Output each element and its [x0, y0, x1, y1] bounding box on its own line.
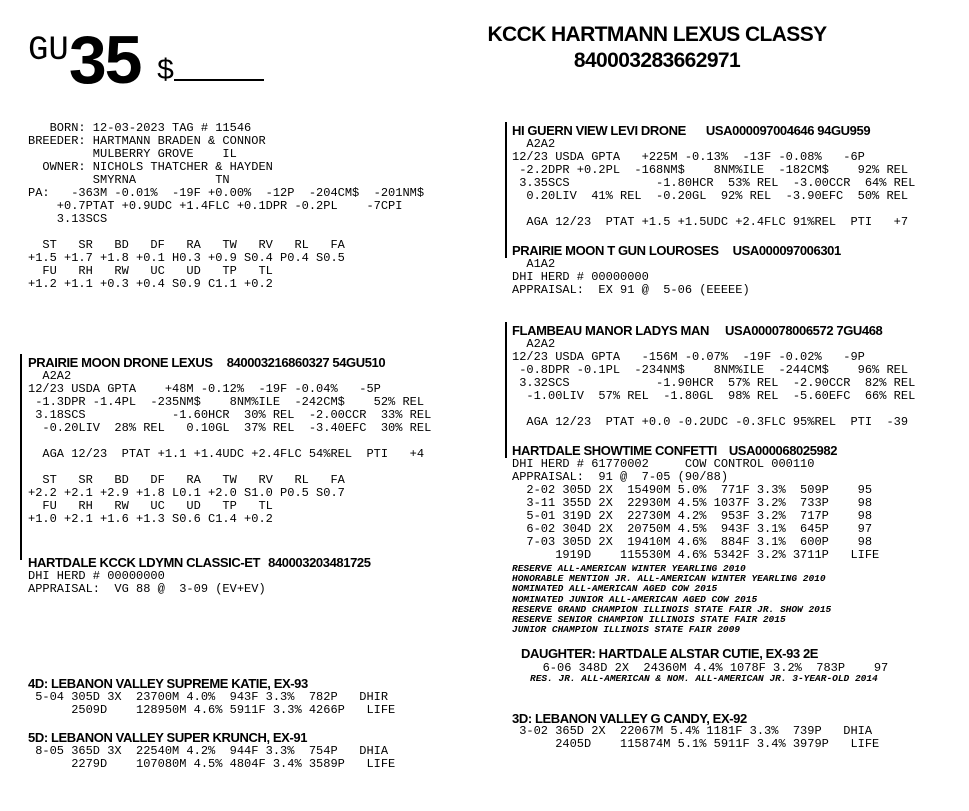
sire-dam-details — [512, 258, 750, 297]
third-dam-records — [512, 725, 879, 751]
dam-details — [28, 370, 431, 526]
fourth-dam-records — [28, 691, 395, 717]
sire-dam-heading — [512, 243, 841, 258]
dam-sire-details — [512, 338, 915, 429]
daughter-record: 6-06 348D 2X 24360M 4.4% 1078F 3.2% 783P 97 — [521, 661, 889, 675]
fifth-dam-records — [28, 745, 395, 771]
text-line: 3-11 355D 2X 22930M 4.5% 1037F 3.2% 733P 98 — [512, 496, 873, 510]
sire-dam-name: PRAIRIE MOON T GUN LOUROSES — [512, 243, 719, 258]
text-line: APPRAISAL: 91 @ 7-05 (90/88) — [512, 470, 729, 484]
granddam-name: HARTDALE SHOWTIME CONFETTI — [512, 443, 717, 458]
dam-dam-name: HARTDALE KCCK LDYMN CLASSIC-ET — [28, 555, 261, 570]
text-line: 2279D 107080M 4.5% 4804F 3.4% 3589P LIFE — [28, 757, 396, 771]
text-line: ST SR BD DF RA TW RV RL FA — [28, 238, 345, 252]
text-line: 3.13SCS — [28, 212, 108, 226]
text-line: DHI HERD # 61770002 COW CONTROL 000110 — [512, 457, 815, 471]
text-line: 8-05 365D 3X 22540M 4.2% 944F 3.3% 754P DHIA — [28, 744, 389, 758]
text-line: +1.0 +2.1 +1.6 +1.3 S0.6 C1.4 +0.2 — [28, 512, 273, 526]
dam-dam-heading — [28, 555, 371, 570]
dam-dam-details — [28, 570, 266, 596]
text-line: DHI HERD # 00000000 — [512, 270, 649, 284]
text-line: 12/23 USDA GPTA +48M -0.12% -19F -0.04% -5P — [28, 382, 381, 396]
text-line: 7-03 305D 2X 19410M 4.6% 884F 3.1% 600P 98 — [512, 535, 873, 549]
text-line: 3.18SCS -1.60HCR 30% REL -2.00CCR 33% REL — [28, 408, 432, 422]
text-line: NOMINATED ALL-AMERICAN AGED COW 2015 — [512, 583, 718, 595]
daughter-name: DAUGHTER: HARTDALE ALSTAR CUTIE, EX-93 2E — [521, 646, 819, 661]
granddam-records — [512, 458, 879, 562]
text-line: +2.2 +2.1 +2.9 +1.8 L0.1 +2.0 S1.0 P0.5 S0.7 — [28, 486, 345, 500]
dam-sire-heading — [512, 323, 882, 338]
text-line: AGA 12/23 PTAT +1.1 +1.4UDC +2.4FLC 54%REL PTI +4 — [28, 447, 425, 461]
text-line: A2A2 — [512, 137, 556, 151]
animal-name: KCCK HARTMANN LEXUS CLASSY — [487, 23, 827, 46]
dam-sire-bracket — [505, 322, 507, 458]
text-line: A2A2 — [512, 337, 556, 351]
text-line: ST SR BD DF RA TW RV RL FA — [28, 473, 345, 487]
text-line: 2509D 128950M 4.6% 5911F 3.3% 4266P LIFE — [28, 703, 396, 717]
text-line: -1.00LIV 57% REL -1.80GL 98% REL -5.60EFC 66% REL — [512, 389, 916, 403]
dam-registration: 840003216860327 54GU510 — [226, 355, 386, 370]
text-line: A1A2 — [512, 257, 556, 271]
third-dam-name: 3D: LEBANON VALLEY G CANDY, EX-92 — [512, 711, 747, 726]
text-line: JUNIOR CHAMPION ILLINOIS STATE FAIR 2009 — [512, 624, 741, 636]
sire-bracket — [505, 122, 507, 258]
lot-number-value: 35 — [68, 22, 141, 98]
text-line: FU RH RW UC UD TP TL — [28, 264, 273, 278]
granddam-heading — [512, 443, 837, 458]
text-line: 1919D 115530M 4.6% 5342F 3.2% 3711P LIFE — [512, 548, 880, 562]
dam-bracket — [20, 354, 22, 560]
text-line: 0.20LIV 41% REL -0.20GL 92% REL -3.90EFC 50% REL — [512, 189, 909, 203]
text-line: BREEDER: HARTMANN BRADEN & CONNOR — [28, 134, 266, 148]
text-line: +1.2 +1.1 +0.3 +0.4 S0.9 C1.1 +0.2 — [28, 277, 273, 291]
text-line: 3.35SCS -1.80HCR 53% REL -3.00CCR 64% REL — [512, 176, 916, 190]
text-line: OWNER: NICHOLS THATCHER & HAYDEN — [28, 160, 273, 174]
text-line: PA: -363M -0.01% -19F +0.00% -12P -204CM$ -201NM$ — [28, 186, 425, 200]
fifth-dam-name: 5D: LEBANON VALLEY SUPER KRUNCH, EX-91 — [28, 730, 308, 745]
sire-dam-registration: USA000097006301 — [732, 243, 841, 258]
dam-sire-name: FLAMBEAU MANOR LADYS MAN — [512, 323, 709, 338]
text-line: +1.5 +1.7 +1.8 +0.1 H0.3 +0.9 S0.4 P0.4 S0.5 — [28, 251, 345, 265]
text-line: -1.3DPR -1.4PL -235NM$ 8NM%ILE -242CM$ 52% REL — [28, 395, 425, 409]
text-line: A2A2 — [28, 369, 72, 383]
animal-registration: 840003283662971 — [573, 49, 741, 72]
text-line: 2-02 305D 2X 15490M 5.0% 771F 3.3% 509P 95 — [512, 483, 873, 497]
daughter-award: RES. JR. ALL-AMERICAN & NOM. ALL-AMERICAN JR. 3-YEAR-OLD 2014 — [530, 673, 878, 684]
fourth-dam-name: 4D: LEBANON VALLEY SUPREME KATIE, EX-93 — [28, 676, 308, 691]
text-line: -2.2DPR +0.2PL -168NM$ 8NM%ILE -182CM$ 92% REL — [512, 163, 909, 177]
animal-title — [410, 22, 904, 74]
sire-name: HI GUERN VIEW LEVI DRONE — [512, 123, 686, 138]
dam-sire-registration: USA000078006572 7GU468 — [724, 323, 883, 338]
text-line: RESERVE GRAND CHAMPION ILLINOIS STATE FAIR JR. SHOW 2015 — [512, 603, 832, 615]
text-line: +0.7PTAT +0.9UDC +1.4FLC +0.1DPR -0.2PL -7CPI — [28, 199, 403, 213]
text-line: MULBERRY GROVE IL — [28, 147, 237, 161]
text-line: 12/23 USDA GPTA -156M -0.07% -19F -0.02% -9P — [512, 350, 865, 364]
text-line: 6-02 304D 2X 20750M 4.5% 943F 3.1% 645P 97 — [512, 522, 873, 536]
dam-heading — [28, 355, 385, 370]
dam-name: PRAIRIE MOON DRONE LEXUS — [28, 355, 213, 370]
dam-dam-registration: 840003203481725 — [268, 555, 371, 570]
granddam-awards — [512, 564, 831, 635]
text-line: RESERVE ALL-AMERICAN WINTER YEARLING 2010 — [512, 563, 746, 574]
text-line: FU RH RW UC UD TP TL — [28, 499, 273, 513]
granddam-registration: USA000068025982 — [728, 443, 838, 458]
price-symbol: $ — [156, 55, 175, 89]
text-line: DHI HERD # 00000000 — [28, 569, 165, 583]
lot-number — [28, 22, 264, 98]
text-line: RESERVE SENIOR CHAMPION ILLINOIS STATE FAIR 2015 — [512, 614, 786, 626]
sire-heading — [512, 123, 870, 138]
text-line: AGA 12/23 PTAT +1.5 +1.5UDC +2.4FLC 91%REL PTI +7 — [512, 215, 909, 229]
price-blank-line — [174, 79, 264, 81]
text-line: 3-02 365D 2X 22067M 5.4% 1181F 3.3% 739P DHIA — [512, 724, 873, 738]
lot-prefix: GU — [28, 32, 69, 70]
sire-registration: USA000097004646 94GU959 — [705, 123, 871, 138]
text-line: -0.20LIV 28% REL 0.10GL 37% REL -3.40EFC 30% REL — [28, 421, 432, 435]
animal-info — [28, 122, 424, 291]
text-line: HONORABLE MENTION JR. ALL-AMERICAN WINTER YEARLING 2010 — [512, 573, 826, 585]
text-line: NOMINATED JUNIOR ALL-AMERICAN AGED COW 2015 — [512, 593, 758, 605]
text-line: APPRAISAL: EX 91 @ 5-06 (EEEEE) — [512, 283, 750, 297]
text-line: 12/23 USDA GPTA +225M -0.13% -13F -0.08% -6P — [512, 150, 865, 164]
text-line: BORN: 12-03-2023 TAG # 11546 — [28, 121, 252, 135]
text-line: 5-01 319D 2X 22730M 4.2% 953F 3.2% 717P 98 — [512, 509, 873, 523]
text-line: AGA 12/23 PTAT +0.0 -0.2UDC -0.3FLC 95%REL PTI -39 — [512, 415, 909, 429]
text-line: -0.8DPR -0.1PL -234NM$ 8NM%ILE -244CM$ 96% REL — [512, 363, 909, 377]
sire-details — [512, 138, 915, 229]
text-line: 3.32SCS -1.90HCR 57% REL -2.90CCR 82% REL — [512, 376, 916, 390]
text-line: APPRAISAL: VG 88 @ 3-09 (EV+EV) — [28, 582, 266, 596]
text-line: 5-04 305D 3X 23700M 4.0% 943F 3.3% 782P DHIR — [28, 690, 389, 704]
text-line: 2405D 115874M 5.1% 5911F 3.4% 3979P LIFE — [512, 737, 880, 751]
text-line: SMYRNA TN — [28, 173, 230, 187]
